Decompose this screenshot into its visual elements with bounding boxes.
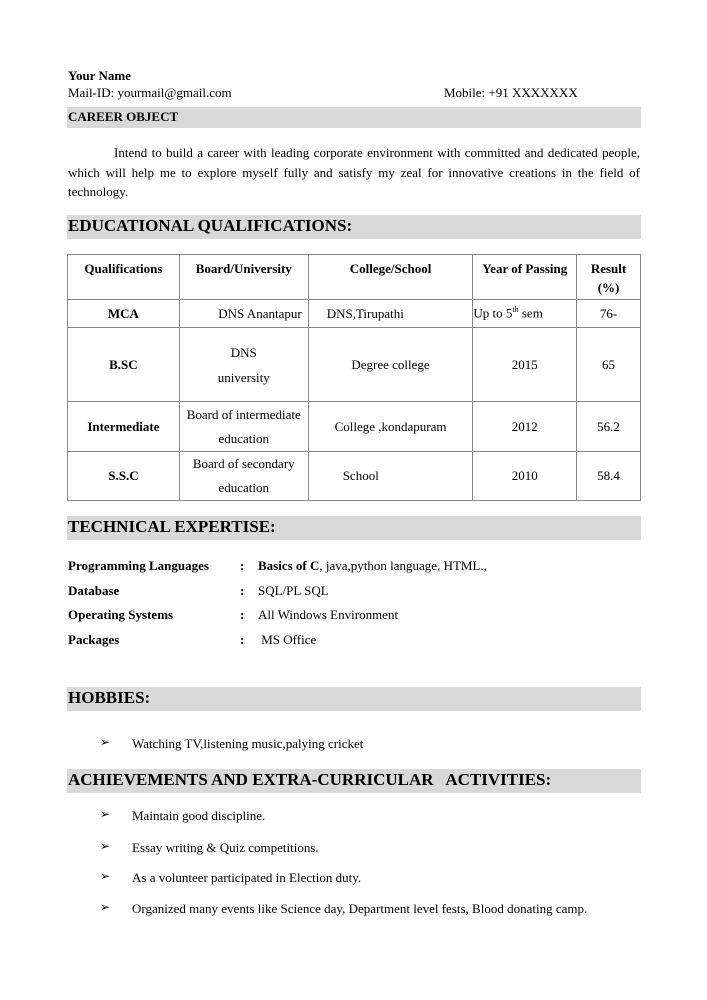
- achievements-heading-bar: [67, 769, 641, 793]
- cell-board-line-2: university: [217, 369, 270, 385]
- achievement-text: As a volunteer participated in Election duty.: [132, 870, 362, 885]
- candidate-name: Your Name: [68, 68, 131, 83]
- tech-value: MS Office: [258, 632, 317, 647]
- arrow-bullet-icon: ➢: [100, 735, 111, 749]
- cell-college: College ,kondapuram: [308, 402, 473, 452]
- tech-label: Packages: [68, 632, 120, 647]
- cell-qualification: MCA: [68, 300, 180, 328]
- cell-year-prefix: Up to 5: [473, 305, 513, 321]
- cell-year: 2015: [473, 328, 577, 402]
- tech-value: All Windows Environment: [258, 607, 399, 622]
- tech-value-rest: , java,python language, HTML.,: [319, 558, 487, 573]
- career-object-heading: CAREER OBJECT: [68, 109, 179, 124]
- cell-result: 65: [577, 328, 641, 402]
- cell-year-superscript: th: [512, 305, 519, 315]
- col-header-board: Board/University: [179, 255, 308, 300]
- education-heading-bar: [67, 215, 641, 239]
- arrow-bullet-icon: ➢: [100, 869, 111, 883]
- cell-board-line-2: education: [218, 480, 270, 495]
- education-heading: EDUCATIONAL QUALIFICATIONS:: [68, 216, 353, 235]
- tech-colon: :: [240, 632, 245, 647]
- cell-year-suffix: sem: [518, 305, 543, 321]
- cell-board: [179, 402, 308, 452]
- tech-label: Programming Languages: [68, 558, 209, 573]
- career-object-heading-bar: [67, 107, 641, 128]
- career-objective-text: Intend to build a career with leading corporate environment with committed and dedicated people, which will help me to explore myself fully and satisfy my zeal for innovative creations in the field of technology.: [68, 145, 640, 199]
- cell-result: 76-: [577, 300, 641, 328]
- cell-board-line-1: Board of secondary: [192, 456, 295, 471]
- arrow-bullet-icon: ➢: [100, 807, 111, 821]
- cell-result: 56.2: [577, 402, 641, 452]
- col-header-year: Year of Passing: [473, 255, 577, 300]
- email-line: Mail-ID: yourmail@gmail.com: [68, 85, 232, 100]
- table-row: [68, 300, 641, 328]
- cell-board-line-2: education: [218, 430, 270, 446]
- achievements-heading: ACHIEVEMENTS AND EXTRA-CURRICULAR ACTIVITIES:: [68, 770, 552, 789]
- cell-qualification: Intermediate: [68, 402, 180, 452]
- cell-college: School: [308, 452, 473, 501]
- achievement-text: Essay writing & Quiz competitions.: [132, 840, 319, 855]
- tech-value-bold: Basics of C: [258, 558, 320, 573]
- education-table: [67, 254, 641, 501]
- col-header-result-label: Result: [590, 261, 627, 276]
- tech-value: SQL/PL SQL: [258, 583, 329, 598]
- technical-heading-bar: [67, 516, 641, 540]
- hobbies-heading-bar: [67, 687, 641, 711]
- tech-value: [258, 558, 487, 574]
- arrow-bullet-icon: ➢: [100, 839, 111, 853]
- arrow-bullet-icon: ➢: [100, 900, 111, 914]
- education-table-header-row: [68, 255, 641, 300]
- table-row: [68, 328, 641, 402]
- table-row: [68, 452, 641, 501]
- cell-qualification: B.SC: [68, 328, 180, 402]
- achievement-text: Maintain good discipline.: [132, 808, 266, 823]
- achievement-text: Organized many events like Science day, Department level fests, Blood donating camp.: [132, 901, 588, 916]
- cell-result: 58.4: [577, 452, 641, 501]
- cell-board-line-1: Board of intermediate: [186, 406, 301, 422]
- col-header-qualifications: Qualifications: [68, 255, 180, 300]
- cell-year: [473, 300, 577, 328]
- cell-board: [179, 328, 308, 402]
- cell-college: Degree college: [308, 328, 473, 402]
- cell-board-line-1: DNS: [230, 344, 257, 360]
- tech-label: Operating Systems: [68, 607, 174, 622]
- cell-board: DNS Anantapur: [179, 300, 308, 328]
- cell-college: DNS,Tirupathi: [308, 300, 473, 328]
- tech-colon: :: [240, 583, 245, 598]
- hobby-text: Watching TV,listening music,palying cricket: [132, 736, 364, 751]
- col-header-result-percent: (%): [597, 280, 620, 295]
- technical-heading: TECHNICAL EXPERTISE:: [68, 517, 276, 536]
- tech-label: Database: [68, 583, 120, 598]
- hobbies-heading: HOBBIES:: [68, 688, 151, 707]
- cell-board: [179, 452, 308, 501]
- table-row: [68, 402, 641, 452]
- mobile-line: Mobile: +91 XXXXXXX: [444, 85, 578, 100]
- cell-qualification: S.S.C: [68, 452, 180, 501]
- tech-colon: :: [240, 607, 245, 622]
- cell-year: 2010: [473, 452, 577, 501]
- col-header-result: [577, 255, 641, 300]
- col-header-college: College/School: [308, 255, 473, 300]
- tech-colon: :: [240, 558, 245, 573]
- cell-year: 2012: [473, 402, 577, 452]
